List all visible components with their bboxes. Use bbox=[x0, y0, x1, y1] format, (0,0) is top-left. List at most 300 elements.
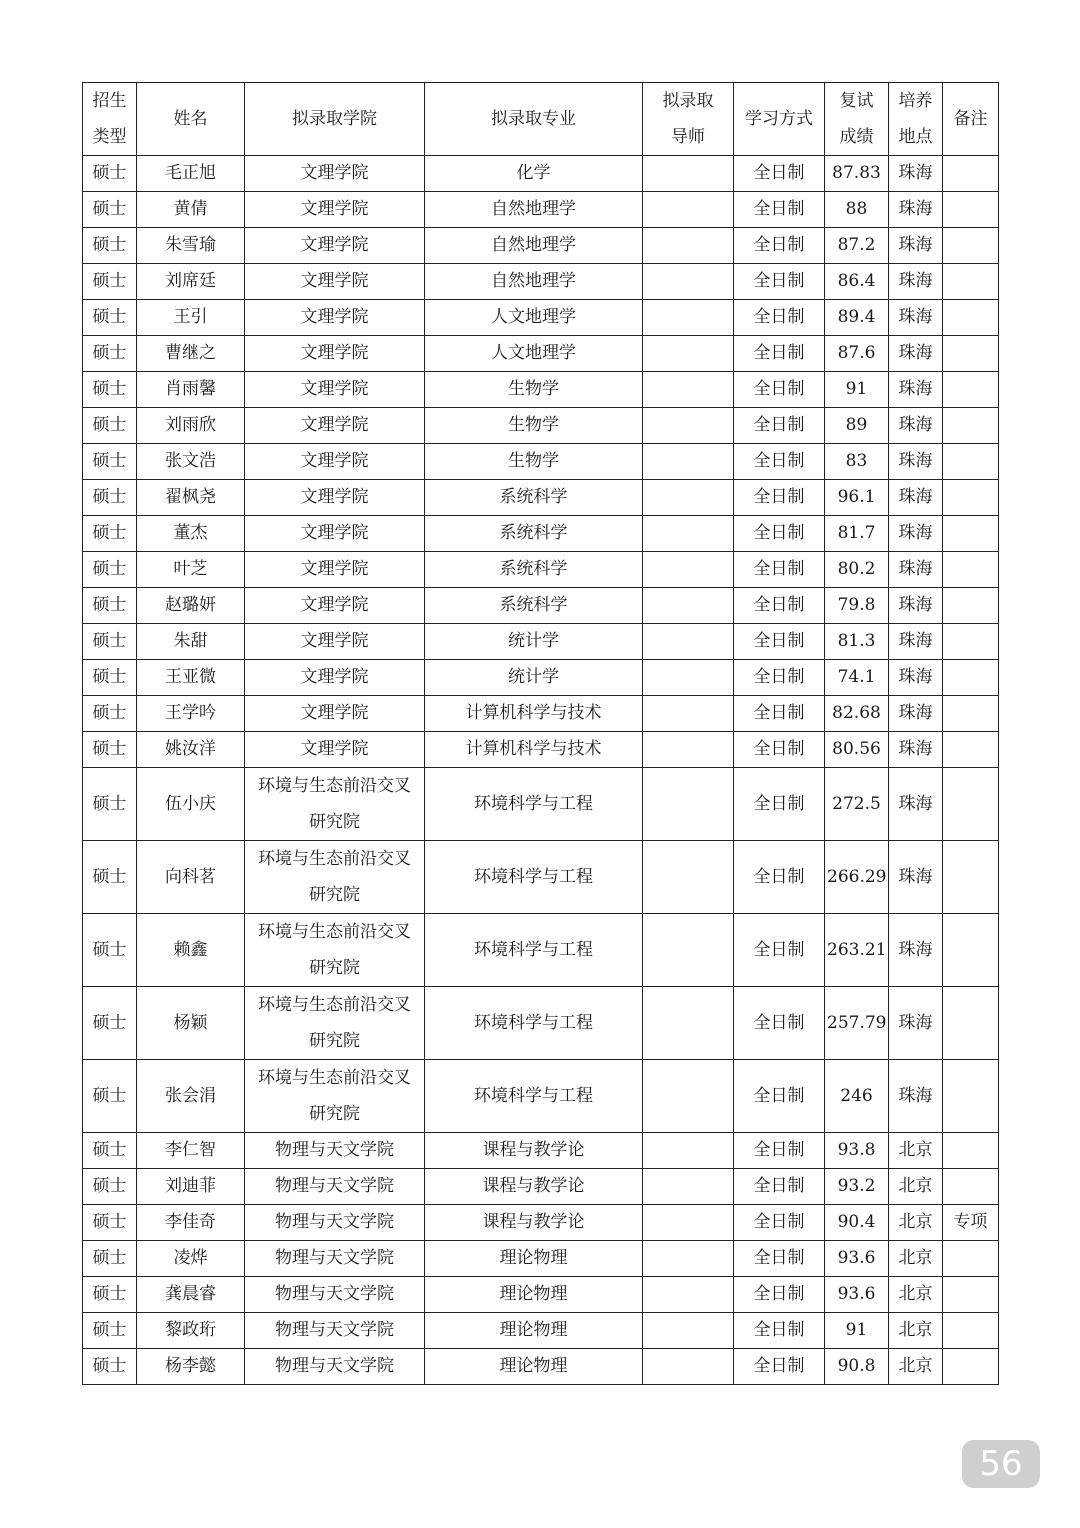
table-row bbox=[83, 264, 999, 300]
header-mode: 学习方式 bbox=[734, 83, 825, 156]
cell-major: 环境科学与工程 bbox=[425, 987, 643, 1060]
cell-college bbox=[245, 228, 425, 264]
cell-major: 系统科学 bbox=[425, 480, 643, 516]
cell-type: 硕士 bbox=[83, 1241, 137, 1277]
cell-score: 82.68 bbox=[825, 696, 889, 732]
cell-type: 硕士 bbox=[83, 768, 137, 841]
cell-college bbox=[245, 1060, 425, 1133]
cell-mode: 全日制 bbox=[734, 1205, 825, 1241]
cell-advisor bbox=[643, 1241, 734, 1277]
cell-score: 93.6 bbox=[825, 1241, 889, 1277]
cell-location: 珠海 bbox=[889, 732, 943, 768]
cell-major: 环境科学与工程 bbox=[425, 914, 643, 987]
table-row bbox=[83, 624, 999, 660]
table-row bbox=[83, 300, 999, 336]
cell-score: 80.56 bbox=[825, 732, 889, 768]
cell-college bbox=[245, 192, 425, 228]
cell-name: 伍小庆 bbox=[137, 768, 245, 841]
table-row bbox=[83, 192, 999, 228]
cell-mode: 全日制 bbox=[734, 228, 825, 264]
table-row bbox=[83, 516, 999, 552]
cell-mode: 全日制 bbox=[734, 696, 825, 732]
cell-major: 生物学 bbox=[425, 408, 643, 444]
cell-major: 系统科学 bbox=[425, 552, 643, 588]
cell-major: 生物学 bbox=[425, 372, 643, 408]
cell-mode: 全日制 bbox=[734, 1169, 825, 1205]
table-row bbox=[83, 1277, 999, 1313]
cell-note bbox=[943, 228, 999, 264]
college-line: 文理学院 bbox=[300, 703, 369, 723]
college-line: 研究院 bbox=[309, 1104, 360, 1124]
cell-score: 272.5 bbox=[825, 768, 889, 841]
cell-note bbox=[943, 264, 999, 300]
cell-major: 理论物理 bbox=[425, 1349, 643, 1385]
cell-mode: 全日制 bbox=[734, 1277, 825, 1313]
college-line: 研究院 bbox=[309, 958, 360, 978]
cell-advisor bbox=[643, 1169, 734, 1205]
cell-score: 93.6 bbox=[825, 1277, 889, 1313]
cell-type: 硕士 bbox=[83, 1349, 137, 1385]
cell-type: 硕士 bbox=[83, 228, 137, 264]
cell-college bbox=[245, 480, 425, 516]
cell-college bbox=[245, 1169, 425, 1205]
cell-major: 理论物理 bbox=[425, 1241, 643, 1277]
college-line: 文理学院 bbox=[300, 379, 369, 399]
cell-type: 硕士 bbox=[83, 624, 137, 660]
cell-advisor bbox=[643, 768, 734, 841]
table-row bbox=[83, 1169, 999, 1205]
table-row bbox=[83, 480, 999, 516]
cell-mode: 全日制 bbox=[734, 192, 825, 228]
cell-note bbox=[943, 588, 999, 624]
cell-location: 珠海 bbox=[889, 300, 943, 336]
cell-advisor bbox=[643, 1313, 734, 1349]
cell-college bbox=[245, 696, 425, 732]
cell-score: 86.4 bbox=[825, 264, 889, 300]
college-line: 文理学院 bbox=[300, 271, 369, 291]
cell-note bbox=[943, 768, 999, 841]
cell-location: 珠海 bbox=[889, 372, 943, 408]
cell-advisor bbox=[643, 372, 734, 408]
table-row bbox=[83, 1060, 999, 1133]
cell-name: 翟枫尧 bbox=[137, 480, 245, 516]
cell-type: 硕士 bbox=[83, 1060, 137, 1133]
cell-advisor bbox=[643, 588, 734, 624]
college-line: 物理与天文学院 bbox=[275, 1356, 394, 1376]
cell-major: 环境科学与工程 bbox=[425, 768, 643, 841]
cell-score: 91 bbox=[825, 372, 889, 408]
cell-major: 课程与教学论 bbox=[425, 1205, 643, 1241]
table-row bbox=[83, 444, 999, 480]
cell-note bbox=[943, 516, 999, 552]
college-line: 环境与生态前沿交叉 bbox=[258, 776, 411, 796]
cell-note bbox=[943, 156, 999, 192]
cell-type: 硕士 bbox=[83, 1277, 137, 1313]
cell-college bbox=[245, 1205, 425, 1241]
cell-type: 硕士 bbox=[83, 660, 137, 696]
college-line: 文理学院 bbox=[300, 739, 369, 759]
cell-location: 珠海 bbox=[889, 841, 943, 914]
table-row bbox=[83, 696, 999, 732]
college-line: 环境与生态前沿交叉 bbox=[258, 1068, 411, 1088]
cell-note bbox=[943, 696, 999, 732]
cell-advisor bbox=[643, 987, 734, 1060]
cell-type: 硕士 bbox=[83, 841, 137, 914]
cell-major: 统计学 bbox=[425, 660, 643, 696]
cell-note bbox=[943, 624, 999, 660]
cell-location: 珠海 bbox=[889, 660, 943, 696]
cell-major: 系统科学 bbox=[425, 588, 643, 624]
cell-location: 北京 bbox=[889, 1241, 943, 1277]
cell-type: 硕士 bbox=[83, 552, 137, 588]
cell-location: 珠海 bbox=[889, 1060, 943, 1133]
cell-advisor bbox=[643, 1060, 734, 1133]
cell-advisor bbox=[643, 914, 734, 987]
table-row bbox=[83, 732, 999, 768]
cell-college bbox=[245, 372, 425, 408]
cell-score: 87.2 bbox=[825, 228, 889, 264]
table-row bbox=[83, 660, 999, 696]
cell-location: 珠海 bbox=[889, 987, 943, 1060]
cell-location: 珠海 bbox=[889, 480, 943, 516]
cell-mode: 全日制 bbox=[734, 1133, 825, 1169]
cell-college bbox=[245, 624, 425, 660]
cell-college bbox=[245, 516, 425, 552]
cell-major: 理论物理 bbox=[425, 1313, 643, 1349]
cell-name: 黄倩 bbox=[137, 192, 245, 228]
college-line: 研究院 bbox=[309, 885, 360, 905]
cell-major: 自然地理学 bbox=[425, 228, 643, 264]
cell-mode: 全日制 bbox=[734, 624, 825, 660]
cell-note bbox=[943, 1313, 999, 1349]
cell-score: 81.3 bbox=[825, 624, 889, 660]
college-line: 文理学院 bbox=[300, 631, 369, 651]
cell-advisor bbox=[643, 624, 734, 660]
college-line: 环境与生态前沿交叉 bbox=[258, 922, 411, 942]
cell-location: 北京 bbox=[889, 1313, 943, 1349]
cell-college bbox=[245, 1349, 425, 1385]
cell-college bbox=[245, 1313, 425, 1349]
cell-advisor bbox=[643, 1277, 734, 1313]
cell-location: 珠海 bbox=[889, 228, 943, 264]
table-row bbox=[83, 336, 999, 372]
cell-type: 硕士 bbox=[83, 336, 137, 372]
table-row bbox=[83, 1313, 999, 1349]
cell-note bbox=[943, 914, 999, 987]
cell-name: 张会涓 bbox=[137, 1060, 245, 1133]
cell-advisor bbox=[643, 1133, 734, 1169]
header-type: 招生 类型 bbox=[83, 83, 137, 156]
cell-college bbox=[245, 987, 425, 1060]
cell-mode: 全日制 bbox=[734, 156, 825, 192]
cell-college bbox=[245, 768, 425, 841]
cell-note bbox=[943, 480, 999, 516]
cell-mode: 全日制 bbox=[734, 987, 825, 1060]
cell-mode: 全日制 bbox=[734, 300, 825, 336]
cell-note bbox=[943, 1241, 999, 1277]
college-line: 文理学院 bbox=[300, 523, 369, 543]
cell-name: 李佳奇 bbox=[137, 1205, 245, 1241]
header-score: 复试 成绩 bbox=[825, 83, 889, 156]
cell-score: 266.29 bbox=[825, 841, 889, 914]
college-line: 文理学院 bbox=[300, 415, 369, 435]
cell-advisor bbox=[643, 300, 734, 336]
cell-mode: 全日制 bbox=[734, 552, 825, 588]
cell-note bbox=[943, 552, 999, 588]
college-line: 研究院 bbox=[309, 812, 360, 832]
cell-name: 赖鑫 bbox=[137, 914, 245, 987]
header-college: 拟录取学院 bbox=[245, 83, 425, 156]
cell-college bbox=[245, 1277, 425, 1313]
cell-location: 珠海 bbox=[889, 408, 943, 444]
cell-type: 硕士 bbox=[83, 480, 137, 516]
cell-advisor bbox=[643, 408, 734, 444]
cell-type: 硕士 bbox=[83, 192, 137, 228]
cell-major: 课程与教学论 bbox=[425, 1169, 643, 1205]
cell-advisor bbox=[643, 696, 734, 732]
cell-advisor bbox=[643, 444, 734, 480]
cell-location: 珠海 bbox=[889, 696, 943, 732]
cell-location: 珠海 bbox=[889, 516, 943, 552]
cell-type: 硕士 bbox=[83, 408, 137, 444]
cell-mode: 全日制 bbox=[734, 768, 825, 841]
cell-location: 珠海 bbox=[889, 156, 943, 192]
cell-type: 硕士 bbox=[83, 372, 137, 408]
cell-score: 263.21 bbox=[825, 914, 889, 987]
cell-type: 硕士 bbox=[83, 914, 137, 987]
cell-name: 毛正旭 bbox=[137, 156, 245, 192]
cell-name: 杨李懿 bbox=[137, 1349, 245, 1385]
cell-college bbox=[245, 156, 425, 192]
table-row bbox=[83, 408, 999, 444]
cell-name: 凌烨 bbox=[137, 1241, 245, 1277]
cell-name: 李仁智 bbox=[137, 1133, 245, 1169]
college-line: 文理学院 bbox=[300, 487, 369, 507]
cell-score: 257.79 bbox=[825, 987, 889, 1060]
cell-score: 81.7 bbox=[825, 516, 889, 552]
table-row bbox=[83, 841, 999, 914]
cell-score: 79.8 bbox=[825, 588, 889, 624]
cell-name: 朱甜 bbox=[137, 624, 245, 660]
college-line: 环境与生态前沿交叉 bbox=[258, 849, 411, 869]
admission-table bbox=[82, 82, 999, 1385]
cell-score: 246 bbox=[825, 1060, 889, 1133]
cell-major: 生物学 bbox=[425, 444, 643, 480]
cell-mode: 全日制 bbox=[734, 1241, 825, 1277]
cell-college bbox=[245, 300, 425, 336]
cell-note bbox=[943, 1349, 999, 1385]
header-location: 培养 地点 bbox=[889, 83, 943, 156]
cell-name: 张文浩 bbox=[137, 444, 245, 480]
cell-name: 王亚微 bbox=[137, 660, 245, 696]
table-row bbox=[83, 156, 999, 192]
cell-major: 自然地理学 bbox=[425, 192, 643, 228]
cell-college bbox=[245, 914, 425, 987]
cell-mode: 全日制 bbox=[734, 732, 825, 768]
table-row bbox=[83, 552, 999, 588]
cell-location: 珠海 bbox=[889, 264, 943, 300]
college-line: 文理学院 bbox=[300, 163, 369, 183]
cell-major: 统计学 bbox=[425, 624, 643, 660]
cell-note bbox=[943, 1133, 999, 1169]
cell-location: 珠海 bbox=[889, 914, 943, 987]
cell-mode: 全日制 bbox=[734, 914, 825, 987]
cell-type: 硕士 bbox=[83, 987, 137, 1060]
cell-name: 肖雨馨 bbox=[137, 372, 245, 408]
cell-note bbox=[943, 372, 999, 408]
cell-major: 环境科学与工程 bbox=[425, 1060, 643, 1133]
cell-mode: 全日制 bbox=[734, 841, 825, 914]
cell-score: 91 bbox=[825, 1313, 889, 1349]
cell-college bbox=[245, 408, 425, 444]
cell-type: 硕士 bbox=[83, 732, 137, 768]
cell-college bbox=[245, 336, 425, 372]
college-line: 文理学院 bbox=[300, 559, 369, 579]
page-number: 56 bbox=[962, 1440, 1040, 1488]
cell-location: 北京 bbox=[889, 1277, 943, 1313]
college-line: 物理与天文学院 bbox=[275, 1284, 394, 1304]
cell-college bbox=[245, 1241, 425, 1277]
cell-location: 北京 bbox=[889, 1169, 943, 1205]
cell-location: 珠海 bbox=[889, 192, 943, 228]
cell-college bbox=[245, 1133, 425, 1169]
table-row bbox=[83, 228, 999, 264]
cell-college bbox=[245, 444, 425, 480]
cell-score: 96.1 bbox=[825, 480, 889, 516]
cell-location: 珠海 bbox=[889, 336, 943, 372]
cell-major: 计算机科学与技术 bbox=[425, 732, 643, 768]
cell-score: 93.2 bbox=[825, 1169, 889, 1205]
cell-location: 珠海 bbox=[889, 624, 943, 660]
cell-major: 自然地理学 bbox=[425, 264, 643, 300]
cell-type: 硕士 bbox=[83, 1133, 137, 1169]
cell-advisor bbox=[643, 1349, 734, 1385]
table-row bbox=[83, 588, 999, 624]
cell-advisor bbox=[643, 228, 734, 264]
header-advisor: 拟录取 导师 bbox=[643, 83, 734, 156]
cell-name: 黎政珩 bbox=[137, 1313, 245, 1349]
cell-advisor bbox=[643, 192, 734, 228]
cell-note bbox=[943, 408, 999, 444]
cell-mode: 全日制 bbox=[734, 516, 825, 552]
cell-name: 杨颖 bbox=[137, 987, 245, 1060]
cell-mode: 全日制 bbox=[734, 336, 825, 372]
cell-advisor bbox=[643, 336, 734, 372]
cell-mode: 全日制 bbox=[734, 444, 825, 480]
cell-score: 89 bbox=[825, 408, 889, 444]
cell-major: 环境科学与工程 bbox=[425, 841, 643, 914]
cell-name: 姚汝洋 bbox=[137, 732, 245, 768]
cell-major: 人文地理学 bbox=[425, 336, 643, 372]
table-row bbox=[83, 914, 999, 987]
college-line: 物理与天文学院 bbox=[275, 1140, 394, 1160]
cell-major: 人文地理学 bbox=[425, 300, 643, 336]
table-row bbox=[83, 1205, 999, 1241]
header-major: 拟录取专业 bbox=[425, 83, 643, 156]
cell-score: 90.8 bbox=[825, 1349, 889, 1385]
cell-college bbox=[245, 264, 425, 300]
table-row bbox=[83, 1349, 999, 1385]
cell-mode: 全日制 bbox=[734, 408, 825, 444]
cell-type: 硕士 bbox=[83, 1205, 137, 1241]
cell-name: 向科茗 bbox=[137, 841, 245, 914]
cell-advisor bbox=[643, 732, 734, 768]
cell-note bbox=[943, 444, 999, 480]
cell-type: 硕士 bbox=[83, 588, 137, 624]
college-line: 物理与天文学院 bbox=[275, 1176, 394, 1196]
cell-college bbox=[245, 660, 425, 696]
college-line: 物理与天文学院 bbox=[275, 1320, 394, 1340]
college-line: 文理学院 bbox=[300, 595, 369, 615]
cell-type: 硕士 bbox=[83, 300, 137, 336]
cell-mode: 全日制 bbox=[734, 1349, 825, 1385]
cell-score: 80.2 bbox=[825, 552, 889, 588]
cell-college bbox=[245, 732, 425, 768]
cell-score: 87.83 bbox=[825, 156, 889, 192]
header-note: 备注 bbox=[943, 83, 999, 156]
cell-name: 曹继之 bbox=[137, 336, 245, 372]
cell-mode: 全日制 bbox=[734, 1313, 825, 1349]
college-line: 文理学院 bbox=[300, 667, 369, 687]
college-line: 文理学院 bbox=[300, 343, 369, 363]
cell-score: 74.1 bbox=[825, 660, 889, 696]
cell-score: 83 bbox=[825, 444, 889, 480]
cell-note: 专项 bbox=[943, 1205, 999, 1241]
cell-advisor bbox=[643, 480, 734, 516]
cell-location: 珠海 bbox=[889, 444, 943, 480]
cell-note bbox=[943, 1169, 999, 1205]
table-header-row bbox=[83, 83, 999, 156]
cell-type: 硕士 bbox=[83, 264, 137, 300]
header-name: 姓名 bbox=[137, 83, 245, 156]
cell-college bbox=[245, 841, 425, 914]
college-line: 物理与天文学院 bbox=[275, 1248, 394, 1268]
cell-advisor bbox=[643, 552, 734, 588]
cell-mode: 全日制 bbox=[734, 1060, 825, 1133]
table-row bbox=[83, 372, 999, 408]
cell-mode: 全日制 bbox=[734, 480, 825, 516]
cell-location: 北京 bbox=[889, 1349, 943, 1385]
cell-type: 硕士 bbox=[83, 696, 137, 732]
cell-name: 刘雨欣 bbox=[137, 408, 245, 444]
cell-score: 93.8 bbox=[825, 1133, 889, 1169]
cell-score: 88 bbox=[825, 192, 889, 228]
cell-advisor bbox=[643, 264, 734, 300]
cell-note bbox=[943, 732, 999, 768]
college-line: 文理学院 bbox=[300, 199, 369, 219]
cell-location: 北京 bbox=[889, 1133, 943, 1169]
table-row bbox=[83, 987, 999, 1060]
table-body bbox=[83, 156, 999, 1385]
table-row bbox=[83, 768, 999, 841]
table-row bbox=[83, 1133, 999, 1169]
college-line: 物理与天文学院 bbox=[275, 1212, 394, 1232]
cell-location: 珠海 bbox=[889, 768, 943, 841]
cell-name: 董杰 bbox=[137, 516, 245, 552]
cell-major: 化学 bbox=[425, 156, 643, 192]
cell-college bbox=[245, 552, 425, 588]
cell-major: 理论物理 bbox=[425, 1277, 643, 1313]
cell-score: 90.4 bbox=[825, 1205, 889, 1241]
cell-note bbox=[943, 300, 999, 336]
cell-name: 刘迪菲 bbox=[137, 1169, 245, 1205]
cell-note bbox=[943, 1277, 999, 1313]
cell-location: 北京 bbox=[889, 1205, 943, 1241]
cell-location: 珠海 bbox=[889, 588, 943, 624]
cell-mode: 全日制 bbox=[734, 660, 825, 696]
cell-score: 89.4 bbox=[825, 300, 889, 336]
cell-score: 87.6 bbox=[825, 336, 889, 372]
